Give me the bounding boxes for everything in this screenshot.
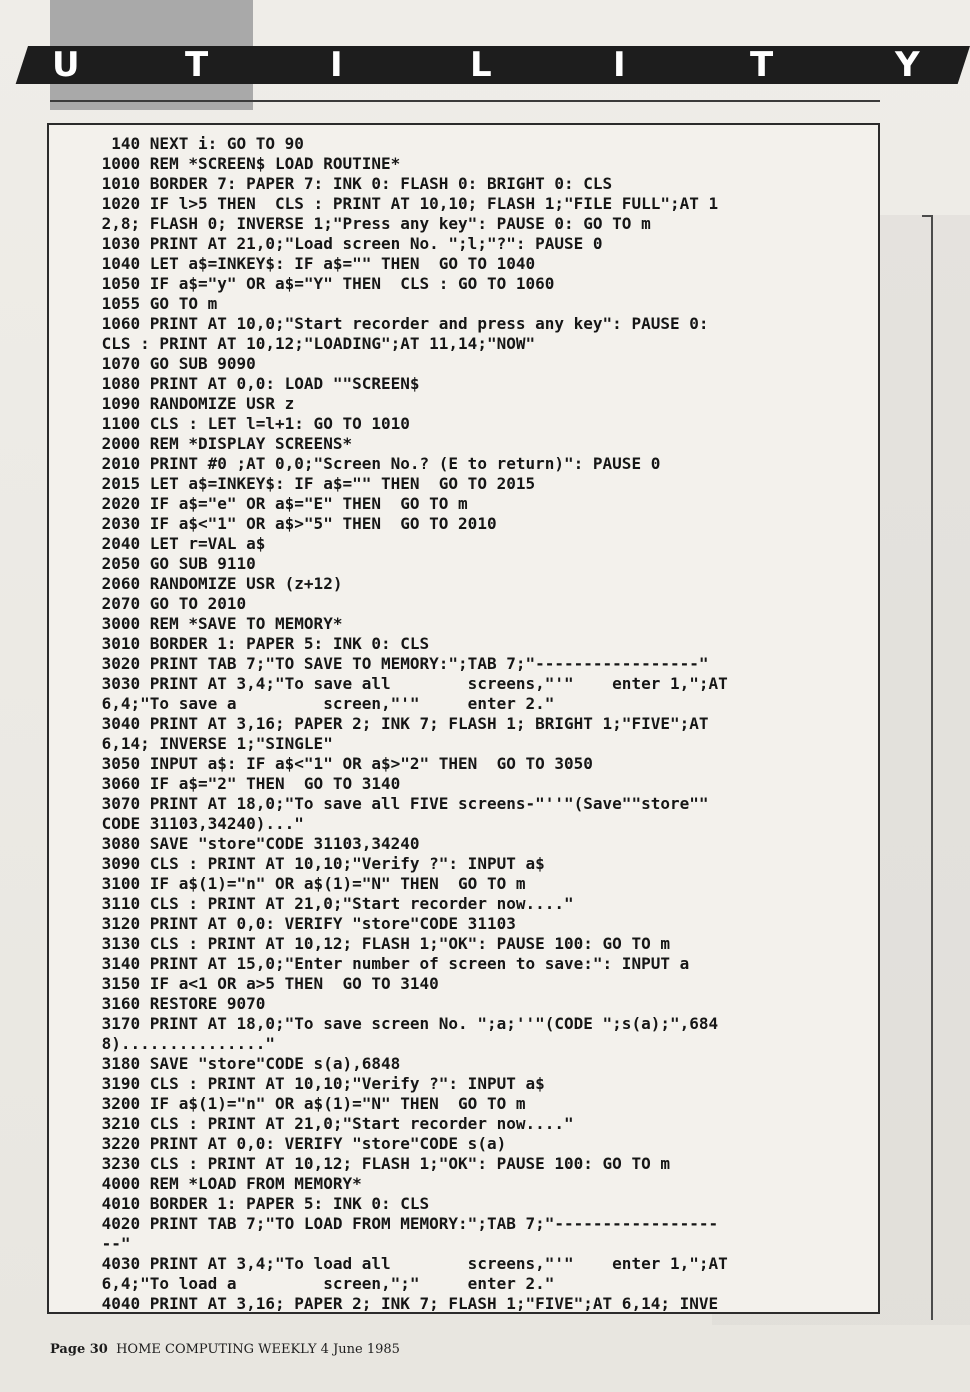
code-line: 4010 BORDER 1: PAPER 5: INK 0: CLS: [92, 1194, 430, 1213]
code-line: 3210 CLS : PRINT AT 21,0;"Start recorder now....": [92, 1114, 574, 1133]
page-number: Page 30: [50, 1342, 108, 1357]
code-line: CLS : PRINT AT 10,12;"LOADING";AT 11,14;"NOW": [92, 334, 536, 353]
code-line: 3120 PRINT AT 0,0: VERIFY "store"CODE 31103: [92, 914, 516, 933]
code-line: 2060 RANDOMIZE USR (z+12): [92, 574, 343, 593]
banner-letter: Y: [895, 45, 921, 85]
code-line: 1090 RANDOMIZE USR z: [92, 394, 295, 413]
program-listing: [92, 134, 882, 1314]
code-line: 3060 IF a$="2" THEN GO TO 3140: [92, 774, 401, 793]
code-line: 2030 IF a$<"1" OR a$>"5" THEN GO TO 2010: [92, 514, 497, 533]
code-line: 3090 CLS : PRINT AT 10,10;"Verify ?": INPUT a$: [92, 854, 545, 873]
code-line: 2020 IF a$="e" OR a$="E" THEN GO TO m: [92, 494, 468, 513]
code-line: 4030 PRINT AT 3,4;"To load all screens,"'" enter 1,";AT: [92, 1254, 728, 1273]
code-line: 140 NEXT i: GO TO 90: [92, 134, 304, 153]
code-line: 3040 PRINT AT 3,16; PAPER 2; INK 7; FLASH 1; BRIGHT 1;"FIVE";AT: [92, 714, 709, 733]
code-line: 8)...............": [92, 1034, 276, 1053]
code-line: 1030 PRINT AT 21,0;"Load screen No. ";l;"?": PAUSE 0: [92, 234, 603, 253]
code-line: 3080 SAVE "store"CODE 31103,34240: [92, 834, 420, 853]
code-line: 3110 CLS : PRINT AT 21,0;"Start recorder now....": [92, 894, 574, 913]
banner-letter: I: [613, 45, 627, 85]
code-line: 2010 PRINT #0 ;AT 0,0;"Screen No.? (E to return)": PAUSE 0: [92, 454, 661, 473]
code-line: 3100 IF a$(1)="n" OR a$(1)="N" THEN GO TO m: [92, 874, 526, 893]
code-line: 4040 PRINT AT 3,16; PAPER 2; INK 7; FLASH 1;"FIVE";AT 6,14; INVE: [92, 1294, 719, 1313]
code-line: 6,14; INVERSE 1;"SINGLE": [92, 734, 333, 753]
banner-letter: L: [470, 45, 493, 85]
code-line: 1100 CLS : LET l=l+1: GO TO 1010: [92, 414, 410, 433]
code-line: 1040 LET a$=INKEY$: IF a$="" THEN GO TO 1040: [92, 254, 536, 273]
code-line: 2070 GO TO 2010: [92, 594, 247, 613]
header-rule: [50, 100, 880, 102]
code-line: 1070 GO SUB 9090: [92, 354, 256, 373]
code-line: 3000 REM *SAVE TO MEMORY*: [92, 614, 343, 633]
code-line: 1050 IF a$="y" OR a$="Y" THEN CLS : GO TO 1060: [92, 274, 555, 293]
code-line: 3030 PRINT AT 3,4;"To save all screens,"'" enter 1,";AT: [92, 674, 728, 693]
code-line: 2,8; FLASH 0; INVERSE 1;"Press any key": PAUSE 0: GO TO m: [92, 214, 651, 233]
code-line: 3160 RESTORE 9070: [92, 994, 266, 1013]
code-line: 1000 REM *SCREEN$ LOAD ROUTINE*: [92, 154, 401, 173]
code-line: 2040 LET r=VAL a$: [92, 534, 266, 553]
banner-letter: I: [330, 45, 344, 85]
code-line: 2050 GO SUB 9110: [92, 554, 256, 573]
code-line: CODE 31103,34240)...": [92, 814, 304, 833]
code-line: 3190 CLS : PRINT AT 10,10;"Verify ?": INPUT a$: [92, 1074, 545, 1093]
code-line: 2015 LET a$=INKEY$: IF a$="" THEN GO TO 2015: [92, 474, 536, 493]
utility-banner-letters: [0, 46, 970, 84]
code-line: 3130 CLS : PRINT AT 10,12; FLASH 1;"OK": PAUSE 100: GO TO m: [92, 934, 670, 953]
code-line: 3230 CLS : PRINT AT 10,12; FLASH 1;"OK": PAUSE 100: GO TO m: [92, 1154, 670, 1173]
code-line: 3010 BORDER 1: PAPER 5: INK 0: CLS: [92, 634, 430, 653]
publication-line: HOME COMPUTING WEEKLY 4 June 1985: [116, 1342, 400, 1357]
code-line: 2000 REM *DISPLAY SCREENS*: [92, 434, 353, 453]
code-line: 4020 PRINT TAB 7;"TO LOAD FROM MEMORY:";TAB 7;"-----------------: [92, 1214, 719, 1233]
code-line: 1080 PRINT AT 0,0: LOAD ""SCREEN$: [92, 374, 420, 393]
code-line: 1020 IF l>5 THEN CLS : PRINT AT 10,10; FLASH 1;"FILE FULL";AT 1: [92, 194, 719, 213]
code-line: 1060 PRINT AT 10,0;"Start recorder and press any key": PAUSE 0:: [92, 314, 709, 333]
code-line: 6,4;"To load a screen,";" enter 2.": [92, 1274, 555, 1293]
code-line: 3180 SAVE "store"CODE s(a),6848: [92, 1054, 401, 1073]
code-line: 4000 REM *LOAD FROM MEMORY*: [92, 1174, 362, 1193]
code-line: 3200 IF a$(1)="n" OR a$(1)="N" THEN GO TO m: [92, 1094, 526, 1113]
code-line: 3020 PRINT TAB 7;"TO SAVE TO MEMORY:";TAB 7;"-----------------": [92, 654, 709, 673]
code-line: 3220 PRINT AT 0,0: VERIFY "store"CODE s(a): [92, 1134, 507, 1153]
banner-letter: U: [52, 45, 81, 85]
code-line: 3050 INPUT a$: IF a$<"1" OR a$>"2" THEN GO TO 3050: [92, 754, 593, 773]
code-line: 1055 GO TO m: [92, 294, 218, 313]
code-line: 3170 PRINT AT 18,0;"To save screen No. ";a;''"(CODE ";s(a);",684: [92, 1014, 719, 1033]
banner-letter: T: [185, 45, 210, 85]
code-line: 3140 PRINT AT 15,0;"Enter number of screen to save:": INPUT a: [92, 954, 690, 973]
code-line: --": [92, 1234, 131, 1253]
code-line: 1010 BORDER 7: PAPER 7: INK 0: FLASH 0: BRIGHT 0: CLS: [92, 174, 613, 193]
code-line: 3070 PRINT AT 18,0;"To save all FIVE screens-"''"(Save""store"": [92, 794, 709, 813]
right-bracket: [931, 215, 933, 1320]
page-footer: [50, 1342, 400, 1357]
code-line: 6,4;"To save a screen,"'" enter 2.": [92, 694, 555, 713]
code-line: 3150 IF a<1 OR a>5 THEN GO TO 3140: [92, 974, 439, 993]
banner-letter: T: [750, 45, 775, 85]
